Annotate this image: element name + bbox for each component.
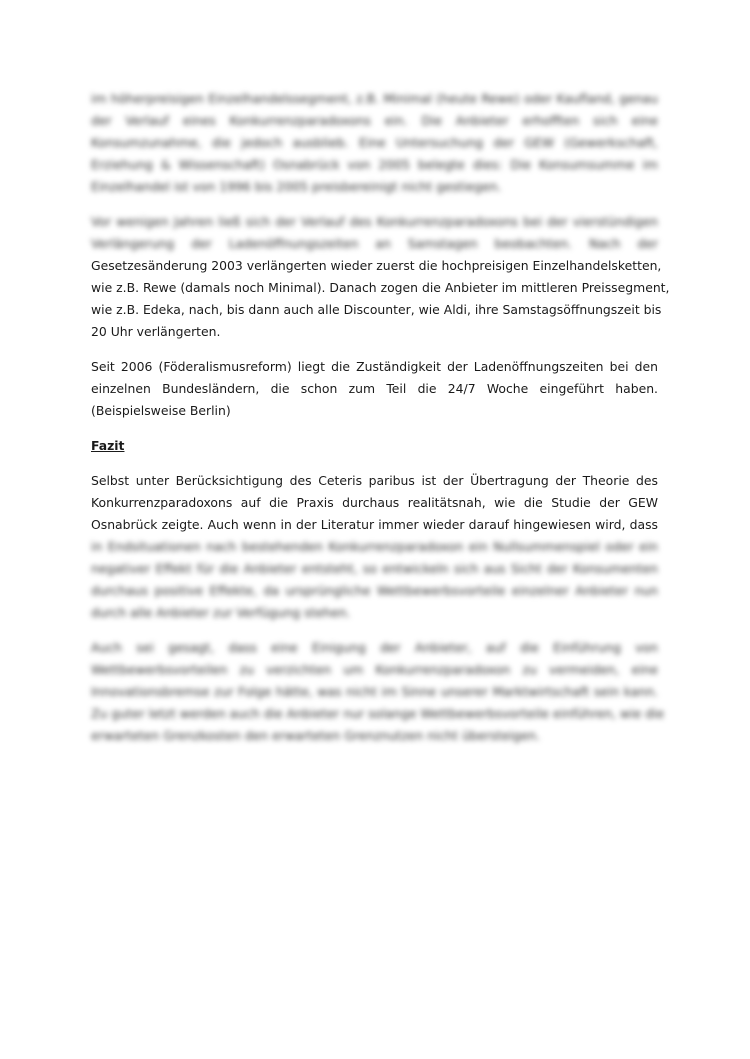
blurred-text-line: Konsumzunahme, die jedoch ausblieb. Eine Untersuchung der GEW (Gewerkschaft, — [91, 135, 658, 150]
blurred-text-line: negativer Effekt für die Anbieter entsteht, so entwickeln sich aus Sicht der Konsumenten — [91, 561, 658, 576]
text-line: (Beispielsweise Berlin) — [91, 403, 231, 418]
section-heading-fazit: Fazit — [91, 438, 125, 453]
blurred-text-line: in Endsituationen nach bestehenden Konkurrenzparadoxon ein Nullsummenspiel oder ein — [91, 539, 658, 554]
text-line: Selbst unter Berücksichtigung des Ceteris paribus ist der Übertragung der Theorie des — [91, 473, 658, 488]
document-body — [91, 88, 670, 760]
text-line: wie z.B. Rewe (damals noch Minimal). Danach zogen die Anbieter im mittleren Preissegment, — [91, 280, 670, 295]
text-line: Konkurrenzparadoxons auf die Praxis durchaus realitätsnah, wie die Studie der GEW — [91, 495, 658, 510]
paragraph-p3 — [91, 356, 658, 422]
blurred-text-line: Vor wenigen Jahren ließ sich der Verlauf des Konkurrenzparadoxons bei der vierstündigen — [91, 214, 658, 229]
blurred-text-line: erwarteten Grenzkosten den erwarteten Grenznutzen nicht übersteigen. — [91, 728, 541, 743]
blurred-text-line: der Verlauf eines Konkurrenzparadoxons ein. Die Anbieter erhofften sich eine — [91, 113, 658, 128]
text-line: Gesetzesänderung 2003 verlängerten wieder zuerst die hochpreisigen Einzelhandelsketten, — [91, 258, 662, 273]
blurred-text-line: Auch sei gesagt, dass eine Einigung der Anbieter, auf die Einführung von — [91, 640, 658, 655]
blurred-text-line: Wettbewerbsvorteilen zu verzichten um Konkurrenzparadoxon zu vermeiden, eine — [91, 662, 658, 677]
paragraphs-before-heading — [91, 88, 670, 422]
blurred-text-line: Zu guter letzt werden auch die Anbieter nur solange Wettbewerbsvorteile einführen, wie die — [91, 706, 665, 721]
blurred-text-line: durch alle Anbieter zur Verfügung stehen. — [91, 605, 351, 620]
paragraph-p5 — [91, 637, 665, 747]
blurred-text-line: Verlängerung der Ladenöffnungszeiten an Samstagen beobachten. Nach der — [91, 236, 658, 251]
blurred-text-line: Innovationsbremse zur Folge hätte, was nicht im Sinne unserer Marktwirtschaft sein kann. — [91, 684, 658, 699]
text-line: Seit 2006 (Föderalismusreform) liegt die Zuständigkeit der Ladenöffnungszeiten bei den — [91, 359, 658, 374]
paragraph-p1 — [91, 88, 658, 198]
paragraph-p2 — [91, 211, 670, 343]
text-line: Osnabrück zeigte. Auch wenn in der Literatur immer wieder darauf hingewiesen wird, dass — [91, 517, 658, 532]
text-line: 20 Uhr verlängerten. — [91, 324, 221, 339]
blurred-text-line: im höherpreisigen Einzelhandelssegment, z.B. Minimal (heute Rewe) oder Kaufland, genau — [91, 91, 658, 106]
text-line: wie z.B. Edeka, nach, bis dann auch alle Discounter, wie Aldi, ihre Samstagsöffnungszeit bis — [91, 302, 662, 317]
blurred-text-line: durchaus positive Effekte, da ursprüngliche Wettbewerbsvorteile einzelner Anbieter nun — [91, 583, 658, 598]
text-line: einzelnen Bundesländern, die schon zum Teil die 24/7 Woche eingeführt haben. — [91, 381, 658, 396]
blurred-text-line: Erziehung & Wissenschaft) Osnabrück von 2005 belegte dies: Die Konsumsumme im — [91, 157, 658, 172]
paragraph-p4 — [91, 470, 658, 624]
blurred-text-line: Einzelhandel ist von 1996 bis 2005 preisbereinigt nicht gestiegen. — [91, 179, 502, 194]
paragraphs-after-heading — [91, 470, 665, 747]
